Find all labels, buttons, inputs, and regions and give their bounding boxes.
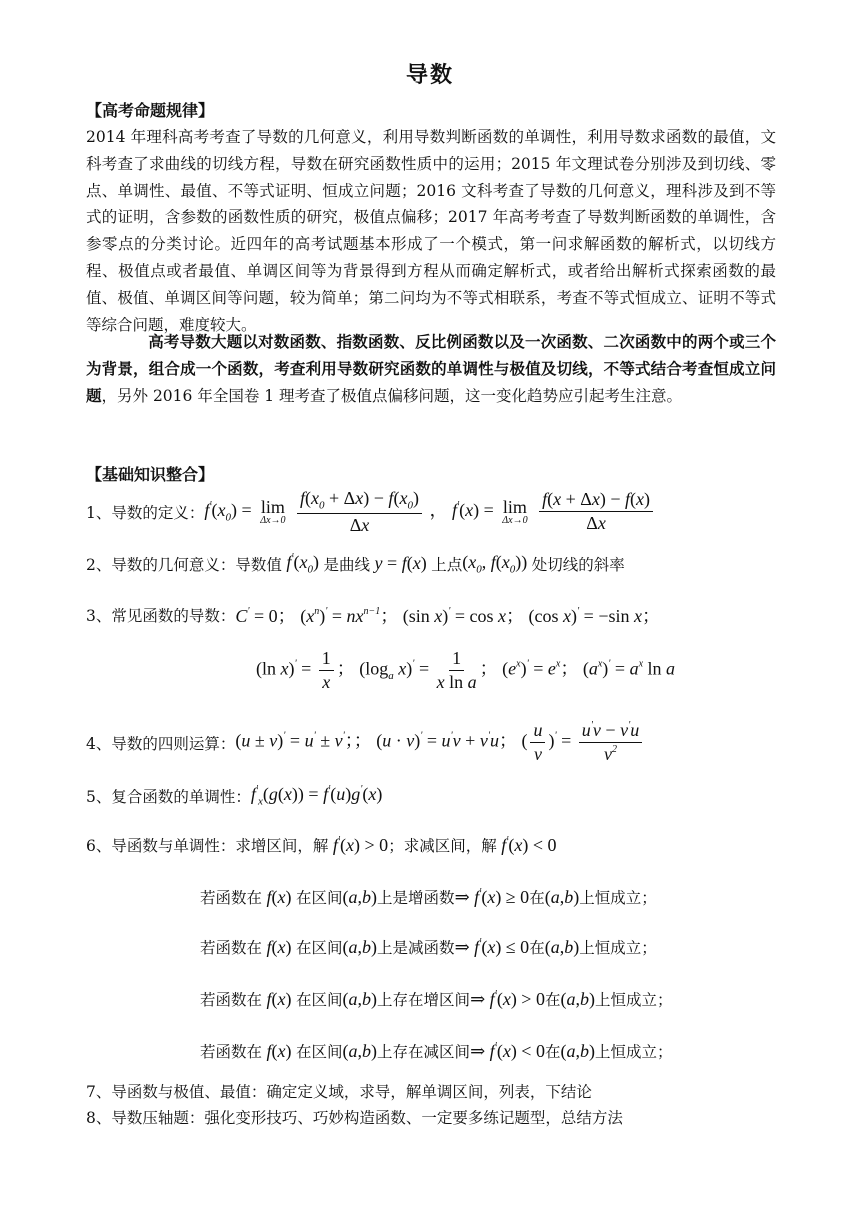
text-fragment: 处切线的斜率 xyxy=(531,555,625,574)
item-label: 6、导函数与单调性：求增区间，解 xyxy=(86,837,329,855)
paragraph-tail: ，另外 2016 年全国卷 1 理考查了极值点偏移问题，这一变化趋势应引起考生注意。 xyxy=(101,386,683,405)
paragraph-exam-pattern: 2014 年理科高考考查了导数的几何意义，利用导数判断函数的单调性，利用导数求函数的最值，文科考查了求曲线的切线方程，导数在研究函数性质中的运用；2015 年文理试卷分别涉及到切线、零点、单调性、最值、不等式证明、恒成立问题；2016 文科考查了导数的几何意义，理科涉及到不等式的证明，含参数的函数性质的研究，极值点偏移；2017 年高考考查了导数判断函数的单调性，含参零点的分类讨论。近四年的高考试题基本形成了一个模式，第一问求解函数的解析式，以切线方程、极值点或者最值、单调区间等为背景得到方程从而确定解析式，或者给出解析式探索函数的最值、极值、单调区间等问题，较为简单；第二问均为不等式相联系，考查不等式恒成立、证明不等式等综合问题，难度较大。 xyxy=(86,128,776,334)
formula-point: ($x_0$, $f(x_0)$) xyxy=(462,552,528,576)
section-heading-exam-pattern: 【高考命题规律】 xyxy=(86,101,215,120)
item-label: 1、导数的定义： xyxy=(86,503,205,522)
formula-curve: y = f(x) xyxy=(370,553,427,574)
formula-common-row1: C' = 0； $(x^n)' = nx^{n-1}$； (sin x)' = cos x； (cos x)' = −sin x； xyxy=(235,606,660,626)
formula-definition: $f'(x_0)$ = lim Δx→0 $\frac{f(x_0 + \Delta x) - f(x_0)}{\Delta x}$ ， f'(x) = lim Δx→0 $\frac{f(x + \Delta x) - f(x)}{\Delta x}$ xyxy=(204,488,656,536)
item-monotonicity xyxy=(86,834,557,856)
section-heading-basics: 【基础知识整合】 xyxy=(86,465,215,484)
item-derivative-definition xyxy=(86,488,656,536)
formula-fprime-x0: $f'(x_0)$ xyxy=(281,552,320,576)
condition-decreasing: 若函数在 f(x) 在区间(a,b)上是减函数⇒ f'(x) ≤ 0在(a,b)上恒成立； xyxy=(200,937,657,957)
text-fragment: 上点 xyxy=(431,555,463,574)
item-common-derivatives-row2 xyxy=(256,648,675,693)
item-extremum: 7、导函数与极值、最值：确定定义域，求导，解单调区间，列表，下结论 xyxy=(86,1083,592,1101)
item-label: 5、复合函数的单调性： xyxy=(86,787,251,806)
item-composite-function xyxy=(86,784,382,808)
formula-decrease: f'(x) < 0 xyxy=(496,834,557,855)
formula-arithmetic: (u ± v)' = u' ± v'；； (u · v)' = u'v + v'u； ( $\frac{u}{v}$ )' = $\frac{u'v - v'u}{v^2}$ xyxy=(235,720,645,765)
formula-common-row2: (ln x)' = $\frac{1}{x}$ ； ($\log_a$ x)' = $\frac{1}{\text{x ln a}}$ ； $(e^x)' = e^x$； $(a^x)' = a^x$ ln a xyxy=(256,648,676,692)
item-label: 4、导数的四则运算： xyxy=(86,734,236,753)
formula-composite: $f'_x(g(x)) = f'(u)g'(x)$ xyxy=(250,784,383,808)
item-label: 3、常见函数的导数： xyxy=(86,607,236,625)
bold-emphasis: 高考导数大题以对数函数、指数函数、反比例函数以及一次函数、二次函数中的两个或三个为背景，组合成一个函数，考查利用导数研究函数的单调性与极值及切线，不等式结合考查恒成立问题 xyxy=(86,332,776,405)
item-arithmetic-rules xyxy=(86,720,645,765)
condition-has-increasing-interval: 若函数在 f(x) 在区间(a,b)上存在增区间⇒ f'(x) > 0在(a,b)上恒成立； xyxy=(200,989,673,1009)
item-geometric-meaning xyxy=(86,552,625,576)
page-title: 导数 xyxy=(405,62,454,88)
text-fragment: ；求减区间，解 xyxy=(388,837,497,855)
formula-increase: f'(x) > 0 xyxy=(328,834,389,855)
item-final-problem: 8、导数压轴题：强化变形技巧、巧妙构造函数、一定要多练记题型，总结方法 xyxy=(86,1109,623,1127)
text-fragment: 是曲线 xyxy=(323,555,371,574)
item-label: 2、导数的几何意义：导数值 xyxy=(86,555,282,574)
condition-has-decreasing-interval: 若函数在 f(x) 在区间(a,b)上存在减区间⇒ f'(x) < 0在(a,b)上恒成立； xyxy=(200,1041,673,1061)
paragraph-exam-focus xyxy=(86,329,776,409)
condition-increasing: 若函数在 f(x) 在区间(a,b)上是增函数⇒ f'(x) ≥ 0在(a,b)上恒成立； xyxy=(200,887,657,907)
item-common-derivatives xyxy=(86,602,660,628)
